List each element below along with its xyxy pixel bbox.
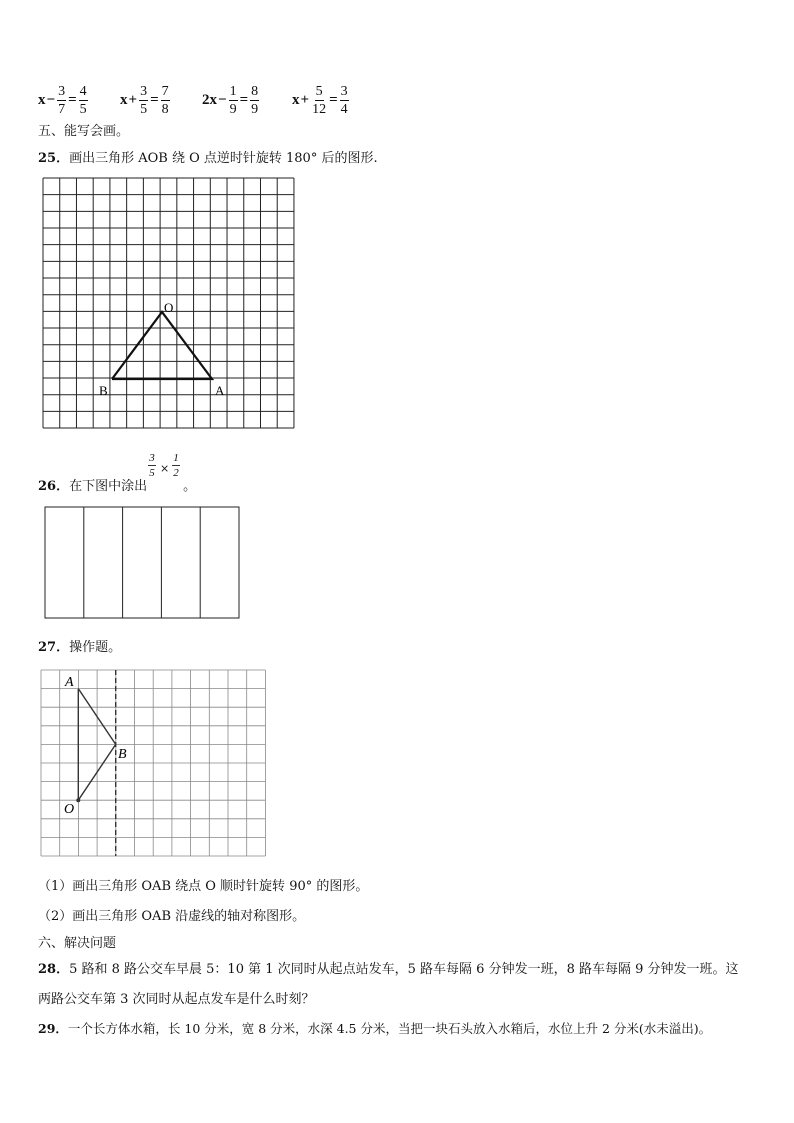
- question-28-line-2: 两路公交车第 3 次同时从起点发车是什么时刻？: [38, 992, 315, 1007]
- numerator: 3: [140, 83, 148, 99]
- fraction-1-2: [172, 452, 180, 479]
- fraction-3-5: [148, 452, 156, 479]
- equals-sign: =: [239, 91, 249, 108]
- rectangle-outline: [45, 507, 239, 618]
- equals-sign: =: [68, 91, 77, 108]
- label-b-27: B: [118, 747, 127, 762]
- section-5-title: 五、能写会画。: [38, 124, 130, 139]
- question-text: 5 路和 8 路公交车早晨 5：10 第 1 次同时从起点站发车，5 路车每隔 6 分钟发一班，8 路车每隔 9 分钟发一班。这: [69, 962, 739, 977]
- numerator: 8: [251, 83, 259, 99]
- denominator: 9: [251, 101, 259, 117]
- question-27-sub-2: （2）画出三角形 OAB 沿虚线的轴对称图形。: [38, 909, 306, 924]
- denominator: 4: [340, 101, 348, 117]
- label-a-27: A: [65, 675, 74, 690]
- equation-operator: −: [218, 91, 227, 108]
- question-27-sub-1: （1）画出三角形 OAB 绕点 O 顺时针旋转 90° 的图形。: [38, 879, 369, 894]
- question-number: 29．: [38, 1021, 68, 1036]
- label-o: O: [164, 300, 174, 315]
- numerator: 3: [58, 83, 66, 99]
- question-28-line-1: [38, 958, 739, 977]
- numerator: 7: [161, 83, 169, 99]
- equation-variable: x: [292, 91, 300, 108]
- times-sign: ×: [160, 462, 170, 475]
- denominator: 2: [173, 467, 179, 479]
- question-text: 一个长方体水箱，长 10 分米，宽 8 分米，水深 4.5 分米，当把一块石头放入水箱后，水位上升 2 分米(水未溢出)。: [67, 1021, 712, 1036]
- equation-variable: x: [120, 91, 128, 108]
- denominator: 5: [149, 467, 155, 479]
- equation-operator: +: [128, 91, 138, 108]
- label-a: A: [215, 383, 225, 398]
- question-text: 在下图中涂出: [69, 479, 148, 494]
- question-number: 27．: [38, 640, 70, 655]
- label-o-27: O: [64, 802, 75, 817]
- denominator: 7: [58, 101, 66, 117]
- label-b: B: [99, 383, 108, 398]
- question-number: 25．: [38, 151, 70, 166]
- equals-sign: =: [150, 91, 159, 108]
- equation-operator: −: [46, 91, 56, 108]
- section-6-title: 六、解决问题: [38, 936, 117, 951]
- fraction-rectangle: [45, 507, 239, 618]
- question-text: 画出三角形 AOB 绕 O 点逆时针旋转 180° 后的图形.: [69, 151, 378, 166]
- question-29: [38, 1019, 711, 1037]
- numerator: 4: [79, 83, 87, 99]
- fraction-bar: [172, 465, 180, 466]
- equals-sign: =: [329, 91, 338, 108]
- numerator: 3: [149, 452, 155, 464]
- numerator: 3: [340, 83, 348, 99]
- question-suffix: 。: [183, 479, 197, 494]
- denominator: 12: [312, 101, 327, 117]
- denominator: 9: [229, 101, 237, 117]
- denominator: 5: [79, 101, 87, 117]
- fraction-bar: [148, 465, 156, 466]
- equation-operator: +: [300, 91, 310, 108]
- numerator: 1: [229, 83, 237, 99]
- numerator: 1: [173, 452, 179, 464]
- question-27: [38, 636, 121, 655]
- point-o: [76, 798, 80, 802]
- equation-variable: x: [38, 91, 46, 108]
- question-number: 26．: [38, 479, 70, 494]
- grid-27: [41, 670, 265, 856]
- equation-variable: 2x: [202, 91, 217, 108]
- denominator: 8: [161, 101, 169, 117]
- numerator: 5: [315, 83, 323, 99]
- denominator: 5: [140, 101, 148, 117]
- question-text: 操作题。: [69, 640, 122, 655]
- question-number: 28．: [38, 962, 70, 977]
